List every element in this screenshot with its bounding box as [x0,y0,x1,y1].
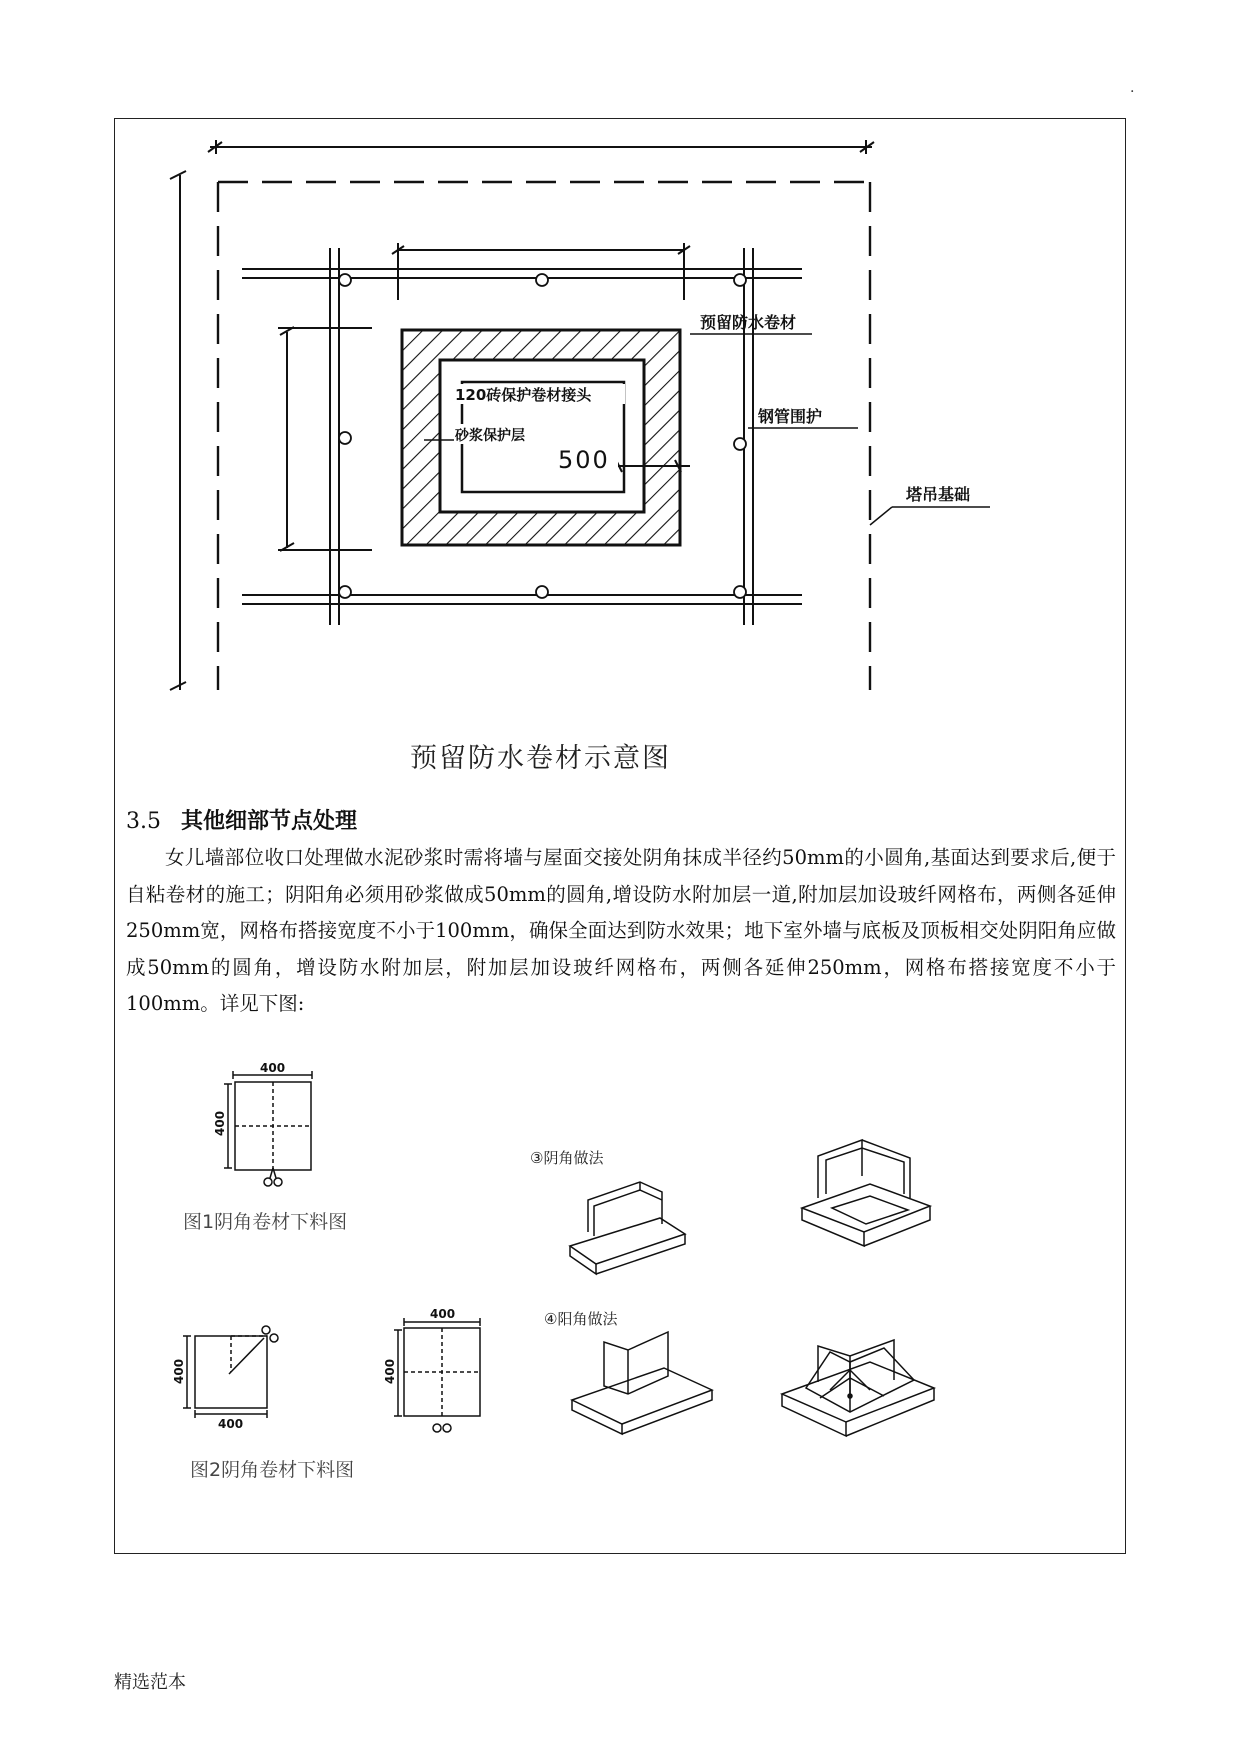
fig2-sheet-drawing-b [394,1318,480,1432]
fig1-height-label: 400 [213,1110,227,1136]
steel-pipe-label: 钢管围护 [758,407,823,426]
fig1-width-label: 400 [260,1061,286,1075]
fig2b-height-label: 400 [383,1358,397,1384]
top-dimension-line [208,140,874,154]
corner-detail-figures [114,1050,1126,1500]
fig2a-height-label: 400 [172,1358,186,1384]
fig2-caption: 图2阴角卷材下料图 [190,1459,355,1481]
outer-corner-label: ④阳角做法 [544,1310,618,1328]
section-heading [126,804,357,835]
outer-corner-drawing-a [572,1332,712,1434]
mortar-label: 砂浆保护层 [455,428,525,444]
dimension-label: 500 [558,446,610,474]
section-paragraph: 女儿墙部位收口处理做水泥砂浆时需将墙与屋面交接处阴角抹成半径约50mm的小圆角,基面达到要求后,便于自粘卷材的施工；阴阳角必须用砂浆做成50mm的圆角,增设防水附加层一道,附加层加设玻纤网格布，两侧各延伸250mm宽，网格布搭接宽度不小于100mm，确保全面达到防水效果；地下室外墙与底板及顶板相交处阴阳角应做成50mm的圆角，增设防水附加层，附加层加设玻纤网格布，两侧各延伸250mm，网格布搭接宽度不小于100mm。详见下图: [126,846,1116,1015]
header-mark: . [1130,80,1135,96]
inner-left-dimension [278,327,372,551]
footer-text: 精选范本 [114,1672,186,1693]
membrane-label: 预留防水卷材 [700,313,797,332]
fig2b-width-label: 400 [430,1307,456,1321]
fig1-sheet-drawing [224,1071,312,1186]
fig1-caption: 图1阴角卷材下料图 [183,1211,348,1233]
main-figure-caption: 预留防水卷材示意图 [410,743,671,774]
crane-base-label: 塔吊基础 [906,485,971,504]
section-title: 其他细部节点处理 [181,809,358,834]
section-number: 3.5 [126,809,161,834]
fig2a-width-label: 400 [218,1417,244,1431]
reserved-membrane-hatch [402,330,680,545]
inner-corner-label: ③阴角做法 [530,1149,604,1167]
fig2-sheet-drawing-a [183,1326,278,1418]
inner-corner-drawing-b [802,1140,930,1246]
inner-top-dimension [392,243,690,300]
membrane-reservation-diagram [114,118,1126,778]
outer-corner-drawing-b [782,1340,934,1436]
left-dimension-line [170,171,186,690]
brick-joint-label: 120砖保护卷材接头 [455,386,592,404]
inner-corner-drawing-a [570,1182,685,1274]
